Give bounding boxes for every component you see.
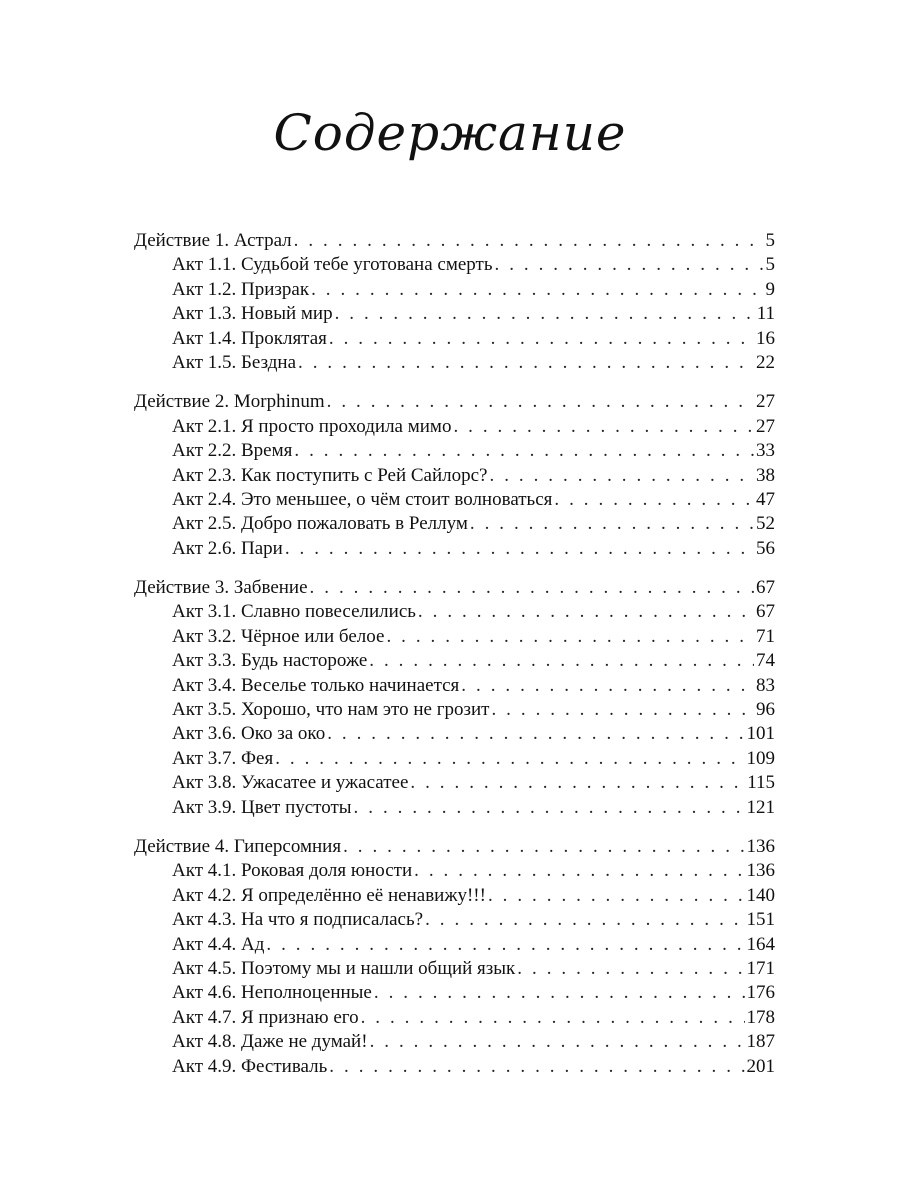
- toc-act-title: Акт 4.5. Поэтому мы и нашли общий язык: [172, 957, 516, 979]
- toc-act: [134, 278, 775, 302]
- toc-act-page-number: 5: [765, 254, 775, 276]
- toc-act: [134, 464, 775, 488]
- toc-act: [134, 796, 775, 820]
- toc-act-title: Акт 1.4. Проклятая: [172, 327, 327, 349]
- toc-act-page-number: 176: [746, 982, 775, 1004]
- toc-act-title: Акт 2.1. Я просто проходила мимо: [172, 415, 452, 437]
- toc-part: [134, 229, 775, 253]
- toc-act-page-number: 74: [756, 650, 775, 672]
- dot-leader: [294, 229, 764, 253]
- toc-part-page-number: 27: [756, 391, 775, 413]
- toc-act: [134, 859, 775, 883]
- toc-part-page-number: 136: [746, 835, 775, 857]
- toc-act: [134, 722, 775, 746]
- toc-act-title: Акт 4.4. Ад: [172, 933, 265, 955]
- toc-part-page-number: 67: [756, 577, 775, 599]
- toc-act-page-number: 178: [746, 1006, 775, 1028]
- toc-part-title: Действие 1. Астрал: [134, 230, 292, 251]
- toc-act-title: Акт 3.8. Ужасатее и ужасатее: [172, 772, 409, 794]
- toc-act: [134, 253, 775, 277]
- dot-leader: [361, 1006, 745, 1030]
- toc-act-title: Акт 1.5. Бездна: [172, 351, 297, 373]
- dot-leader: [294, 439, 754, 463]
- dot-leader: [275, 747, 744, 771]
- toc-act: [134, 488, 775, 512]
- toc-section: [134, 229, 775, 375]
- dot-leader: [410, 771, 745, 795]
- toc-act-page-number: 22: [756, 351, 775, 373]
- toc-act-title: Акт 1.3. Новый мир: [172, 303, 333, 325]
- dot-leader: [327, 390, 754, 414]
- toc-act-page-number: 136: [746, 860, 775, 882]
- toc-act-page-number: 171: [746, 957, 775, 979]
- toc-act: [134, 600, 775, 624]
- dot-leader: [327, 722, 744, 746]
- dot-leader: [554, 488, 754, 512]
- toc-act-title: Акт 4.2. Я определённо её ненавижу!!!: [172, 884, 486, 906]
- toc-act-page-number: 52: [756, 513, 775, 535]
- toc-act: [134, 957, 775, 981]
- dot-leader: [495, 253, 764, 277]
- toc-section: [134, 576, 775, 820]
- toc-act: [134, 327, 775, 351]
- toc-act-page-number: 164: [746, 933, 775, 955]
- dot-leader: [369, 649, 754, 673]
- toc-act-title: Акт 1.1. Судьбой тебе уготована смерть: [172, 254, 493, 276]
- toc-act: [134, 415, 775, 439]
- toc-section: [134, 835, 775, 1079]
- dot-leader: [461, 674, 754, 698]
- dot-leader: [285, 537, 754, 561]
- toc-act: [134, 933, 775, 957]
- toc-part-title: Действие 4. Гиперсомния: [134, 835, 342, 857]
- dot-leader: [370, 1030, 745, 1054]
- toc-act: [134, 981, 775, 1005]
- page-title: Содержание: [273, 104, 627, 162]
- dot-leader: [310, 576, 754, 600]
- toc-act: [134, 649, 775, 673]
- toc-act: [134, 625, 775, 649]
- toc-act-page-number: 151: [746, 909, 775, 931]
- toc-act-page-number: 96: [756, 699, 775, 721]
- dot-leader: [488, 884, 745, 908]
- dot-leader: [343, 835, 744, 859]
- toc-act-page-number: 47: [756, 488, 775, 510]
- toc-act-page-number: 140: [746, 884, 775, 906]
- toc-act-title: Акт 3.5. Хорошо, что нам это не грозит: [172, 699, 490, 721]
- toc-act-title: Акт 2.3. Как поступить с Рей Сайлорс?: [172, 464, 488, 486]
- toc-act-page-number: 115: [747, 772, 775, 794]
- toc-act-title: Акт 4.7. Я признаю его: [172, 1006, 359, 1028]
- toc-act-title: Акт 4.3. На что я подписалась?: [172, 909, 424, 931]
- dot-leader: [386, 625, 754, 649]
- toc-act: [134, 1006, 775, 1030]
- toc-part: [134, 576, 775, 600]
- toc-act-page-number: 9: [765, 278, 775, 300]
- dot-leader: [490, 464, 755, 488]
- toc-act-title: Акт 2.5. Добро пожаловать в Реллум: [172, 513, 468, 535]
- toc-act-page-number: 38: [756, 464, 775, 486]
- toc-act-title: Акт 3.6. Око за око: [172, 723, 326, 745]
- toc-act: [134, 302, 775, 326]
- table-of-contents: [134, 229, 775, 1094]
- dot-leader: [329, 1055, 744, 1079]
- toc-part-title: Действие 2. Morphinum: [134, 391, 325, 413]
- toc-act: [134, 771, 775, 795]
- toc-act-page-number: 33: [756, 440, 775, 462]
- toc-act-page-number: 201: [746, 1055, 775, 1077]
- dot-leader: [470, 512, 754, 536]
- toc-act: [134, 1030, 775, 1054]
- toc-act-title: Акт 4.8. Даже не думай!: [172, 1031, 368, 1053]
- toc-act-title: Акт 2.6. Пари: [172, 537, 283, 559]
- toc-act: [134, 884, 775, 908]
- toc-act-title: Акт 3.3. Будь настороже: [172, 650, 368, 672]
- toc-part: [134, 835, 775, 859]
- toc-act-page-number: 71: [756, 625, 775, 647]
- toc-act-page-number: 56: [756, 537, 775, 559]
- toc-act: [134, 1055, 775, 1079]
- toc-act-page-number: 121: [746, 796, 775, 818]
- toc-act-page-number: 101: [746, 723, 775, 745]
- toc-act-page-number: 67: [756, 601, 775, 623]
- dot-leader: [491, 698, 754, 722]
- toc-act-title: Акт 3.9. Цвет пустоты: [172, 796, 352, 818]
- dot-leader: [418, 600, 754, 624]
- toc-act-page-number: 109: [746, 747, 775, 769]
- dot-leader: [329, 327, 754, 351]
- toc-part-page-number: 5: [765, 230, 775, 251]
- toc-part-title: Действие 3. Забвение: [134, 577, 308, 599]
- dot-leader: [298, 351, 754, 375]
- toc-act: [134, 908, 775, 932]
- toc-act: [134, 512, 775, 536]
- toc-act-page-number: 16: [756, 327, 775, 349]
- toc-act-page-number: 27: [756, 415, 775, 437]
- toc-act: [134, 537, 775, 561]
- toc-part: [134, 390, 775, 414]
- dot-leader: [354, 796, 745, 820]
- dot-leader: [517, 957, 744, 981]
- toc-act: [134, 747, 775, 771]
- toc-act-title: Акт 2.4. Это меньшее, о чём стоит волноваться: [172, 488, 553, 510]
- toc-act: [134, 439, 775, 463]
- toc-act: [134, 674, 775, 698]
- toc-act-title: Акт 3.2. Чёрное или белое: [172, 625, 385, 647]
- toc-act-title: Акт 3.7. Фея: [172, 747, 274, 769]
- toc-act-title: Акт 1.2. Призрак: [172, 278, 310, 300]
- toc-act-page-number: 83: [756, 674, 775, 696]
- toc-section: [134, 390, 775, 561]
- toc-act-title: Акт 4.9. Фестиваль: [172, 1055, 328, 1077]
- dot-leader: [453, 415, 754, 439]
- dot-leader: [425, 908, 744, 932]
- toc-act-page-number: 187: [746, 1031, 775, 1053]
- toc-act-title: Акт 4.6. Неполноценные: [172, 982, 372, 1004]
- toc-act: [134, 698, 775, 722]
- toc-act: [134, 351, 775, 375]
- toc-act-title: Акт 3.4. Веселье только начинается: [172, 674, 460, 696]
- toc-act-title: Акт 4.1. Роковая доля юности: [172, 860, 413, 882]
- dot-leader: [374, 981, 745, 1005]
- dot-leader: [266, 933, 744, 957]
- dot-leader: [414, 859, 744, 883]
- toc-act-title: Акт 3.1. Славно повеселились: [172, 601, 416, 623]
- dot-leader: [311, 278, 763, 302]
- toc-act-page-number: 11: [756, 303, 775, 325]
- dot-leader: [335, 302, 755, 326]
- toc-act-title: Акт 2.2. Время: [172, 440, 293, 462]
